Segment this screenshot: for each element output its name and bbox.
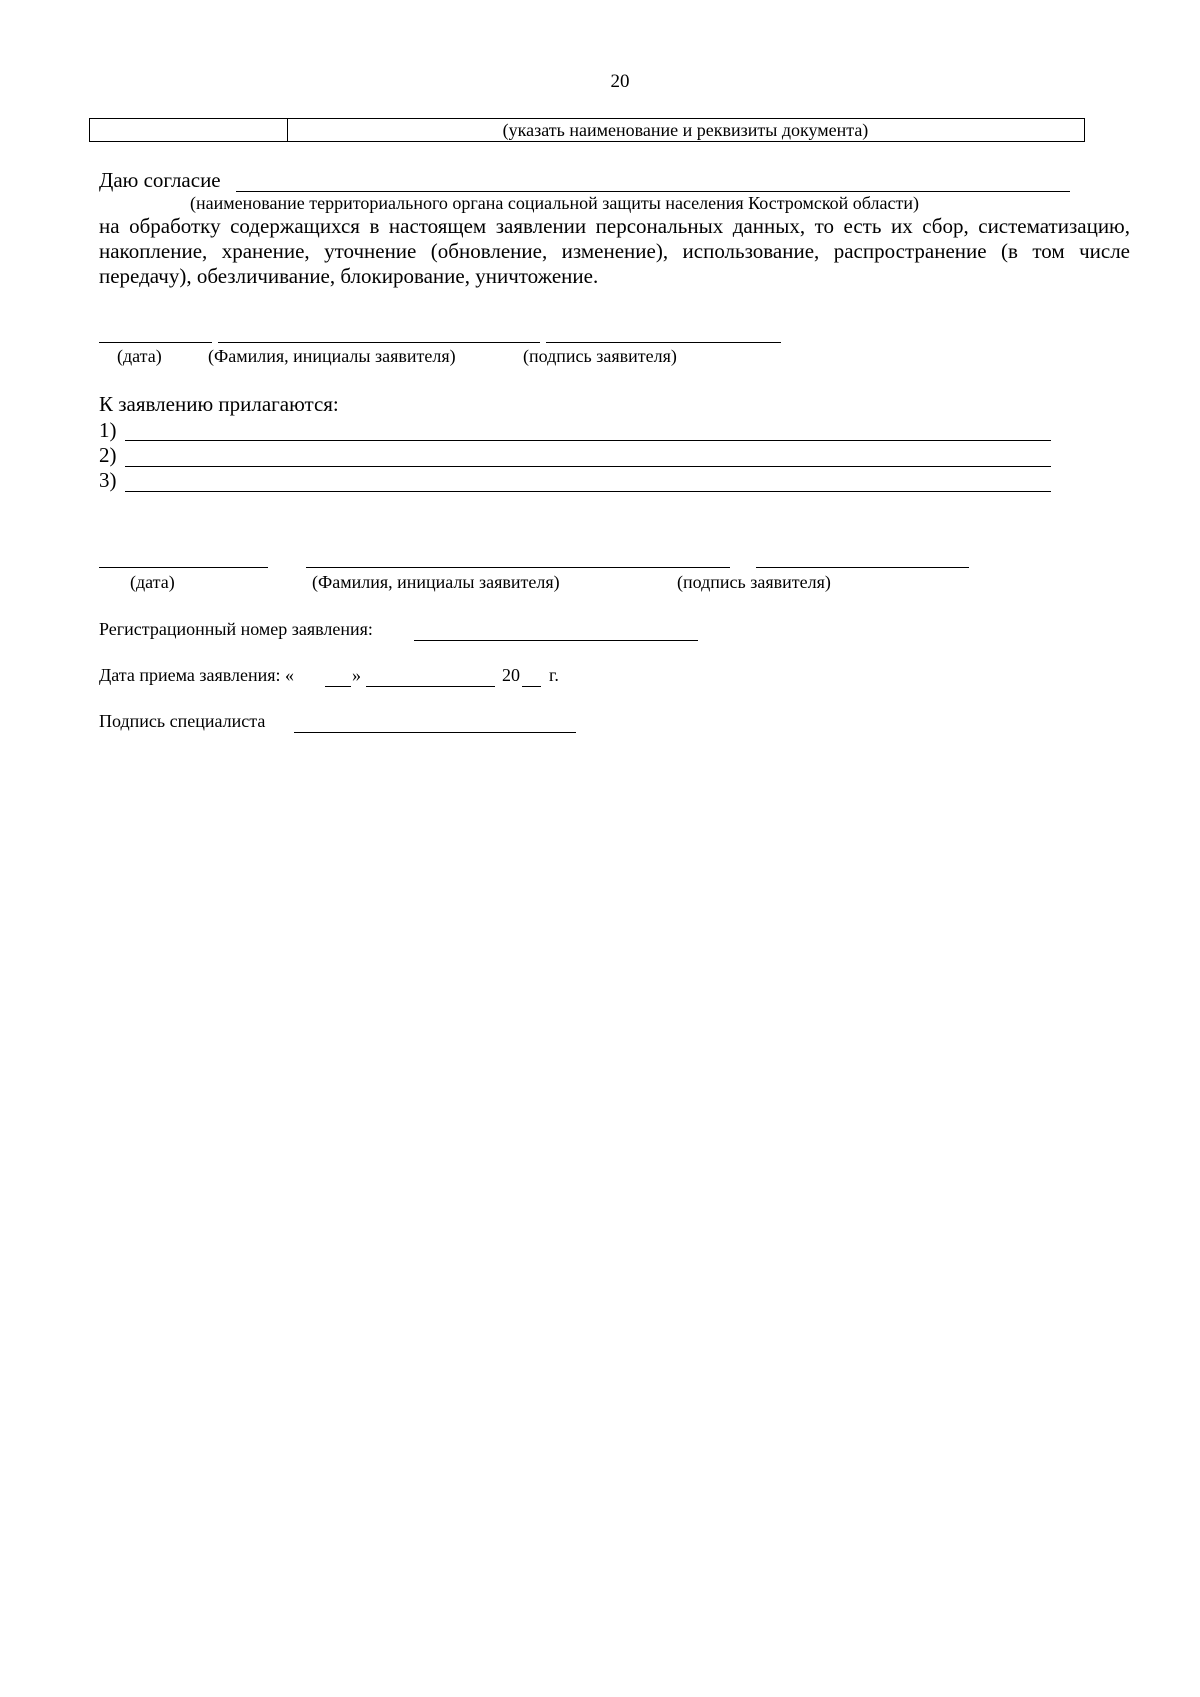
attachment-number-3: 3) (99, 468, 117, 492)
page-number: 20 (610, 71, 630, 92)
attachments-heading: К заявлению прилагаются: (99, 392, 339, 416)
authority-field-line[interactable] (236, 191, 1070, 192)
consent-body-text: на обработку содержащихся в настоящем заявлении персональных данных, то есть их сбор, систематизацию, накопление, хранение, уточнение (обновление, изменение), использование, распространение (в том числе передачу), обезличивание, блокирование, уничтожение. (99, 214, 1130, 288)
receipt-year-field-line[interactable] (522, 686, 541, 687)
consent-lead: Даю согласие (99, 168, 221, 192)
document-table (89, 118, 1085, 142)
receipt-day-field-line[interactable] (325, 686, 351, 687)
name-field-line-2[interactable] (306, 567, 730, 568)
date-field-line-2[interactable] (99, 567, 268, 568)
receipt-date-quote-close: » (352, 665, 361, 685)
name-field-line-1[interactable] (218, 342, 540, 343)
name-caption-2: (Фамилия, инициалы заявителя) (312, 572, 560, 592)
attachment-number-1: 1) (99, 418, 117, 442)
date-caption-1: (дата) (117, 346, 162, 366)
document-table-right-cell: (указать наименование и реквизиты документа) (502, 120, 869, 140)
date-field-line-1[interactable] (99, 342, 212, 343)
signature-field-line-1[interactable] (546, 342, 781, 343)
attachment-line-1[interactable] (125, 440, 1051, 441)
attachment-line-2[interactable] (125, 466, 1051, 467)
signature-caption-1: (подпись заявителя) (523, 346, 677, 366)
signature-caption-2: (подпись заявителя) (677, 572, 831, 592)
reg-number-field-line[interactable] (414, 640, 698, 641)
specialist-signature-label: Подпись специалиста (99, 711, 266, 731)
specialist-signature-field-line[interactable] (294, 732, 576, 733)
name-caption-1: (Фамилия, инициалы заявителя) (208, 346, 456, 366)
attachment-number-2: 2) (99, 443, 117, 467)
reg-number-label: Регистрационный номер заявления: (99, 619, 373, 639)
attachment-line-3[interactable] (125, 491, 1051, 492)
authority-caption: (наименование территориального органа социальной защиты населения Костромской области) (190, 193, 919, 213)
signature-field-line-2[interactable] (756, 567, 969, 568)
receipt-year-suffix: г. (549, 665, 559, 685)
receipt-month-field-line[interactable] (366, 686, 495, 687)
document-table-left-cell (90, 119, 288, 141)
date-caption-2: (дата) (130, 572, 175, 592)
receipt-year-prefix: 20 (502, 665, 520, 685)
receipt-date-label: Дата приема заявления: « (99, 665, 295, 685)
